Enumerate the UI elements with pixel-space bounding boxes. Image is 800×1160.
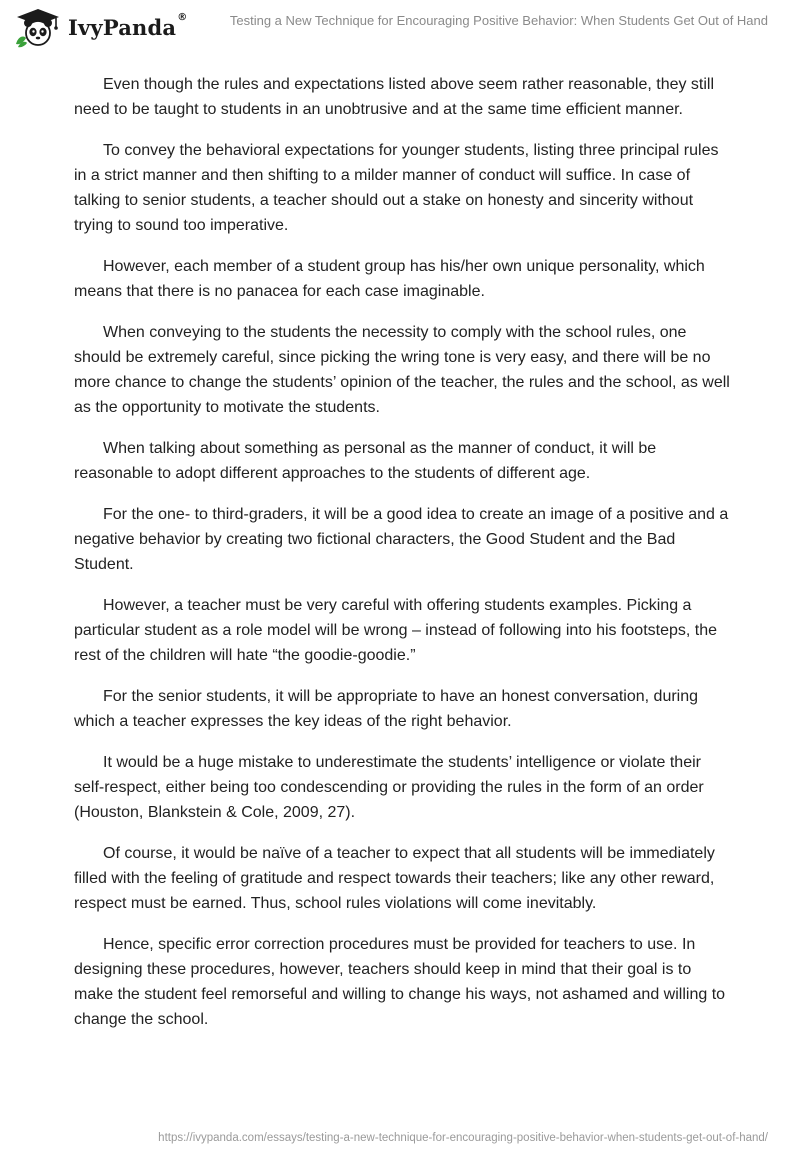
ivypanda-logo[interactable]	[12, 8, 187, 48]
paragraph: However, each member of a student group has his/her own unique personality, which means that there is no panacea for each case imaginable.	[74, 258, 705, 300]
paragraph: However, a teacher must be very careful with offering students examples. Picking a particular student as a role model will be wrong – instead of following into his footsteps, the rest of the children will hate “the goodie-goodie.”	[74, 597, 718, 664]
paragraph: When conveying to the students the necessity to comply with the school rules, one should be extremely careful, since picking the wring tone is very easy, and there will be no more chance to change the students’ opinion of the teacher, the rules and the school, as well as the opportunity to motivate the students.	[74, 324, 730, 416]
paragraph: For the one- to third-graders, it will be a good idea to create an image of a positive and a negative behavior by creating two fictional characters, the Good Student and the Bad Student.	[74, 506, 729, 573]
paragraph: When talking about something as personal as the manner of conduct, it will be reasonable to adopt different approaches to the students of different age.	[74, 440, 657, 482]
panda-graduate-icon	[12, 8, 64, 48]
registered-mark: ®	[177, 11, 188, 23]
paragraph: For the senior students, it will be appropriate to have an honest conversation, during which a teacher expresses the key ideas of the right behavior.	[74, 688, 699, 730]
essay-body	[74, 72, 734, 1048]
paragraph: Hence, specific error correction procedures must be provided for teachers to use. In designing these procedures, however, teachers should keep in mind that their goal is to make the student feel remorseful and willing to change his ways, not ashamed and willing to change the school.	[74, 936, 726, 1028]
paragraph: It would be a huge mistake to underestimate the students’ intelligence or violate their self-respect, either being too condescending or providing the rules in the form of an order (Houston, Blankstein & Cole, 2009, 27).	[74, 754, 704, 821]
document-title: Testing a New Technique for Encouraging Positive Behavior: When Students Get Out of Hand	[229, 13, 768, 28]
paragraph: Even though the rules and expectations listed above seem rather reasonable, they still need to be taught to students in an unobtrusive and at the same time efficient manner.	[74, 76, 715, 118]
paragraph: Of course, it would be naïve of a teacher to expect that all students will be immediately filled with the feeling of gratitude and respect towards their teachers; like any other reward, respect must be earned. Thus, school rules violations will come inevitably.	[74, 845, 715, 912]
logo-wordmark: IvyPanda®	[68, 11, 188, 40]
paragraph: To convey the behavioral expectations for younger students, listing three principal rules in a strict manner and then shifting to a milder manner of conduct will suffice. In case of talking to senior students, a teacher should out a stake on honesty and sincerity without trying to sound too imperative.	[74, 142, 719, 234]
source-url-link[interactable]: https://ivypanda.com/essays/testing-a-new-technique-for-encouraging-positive-behavior-when-students-get-out-of-hand/	[158, 1132, 768, 1144]
page-header	[0, 0, 800, 50]
